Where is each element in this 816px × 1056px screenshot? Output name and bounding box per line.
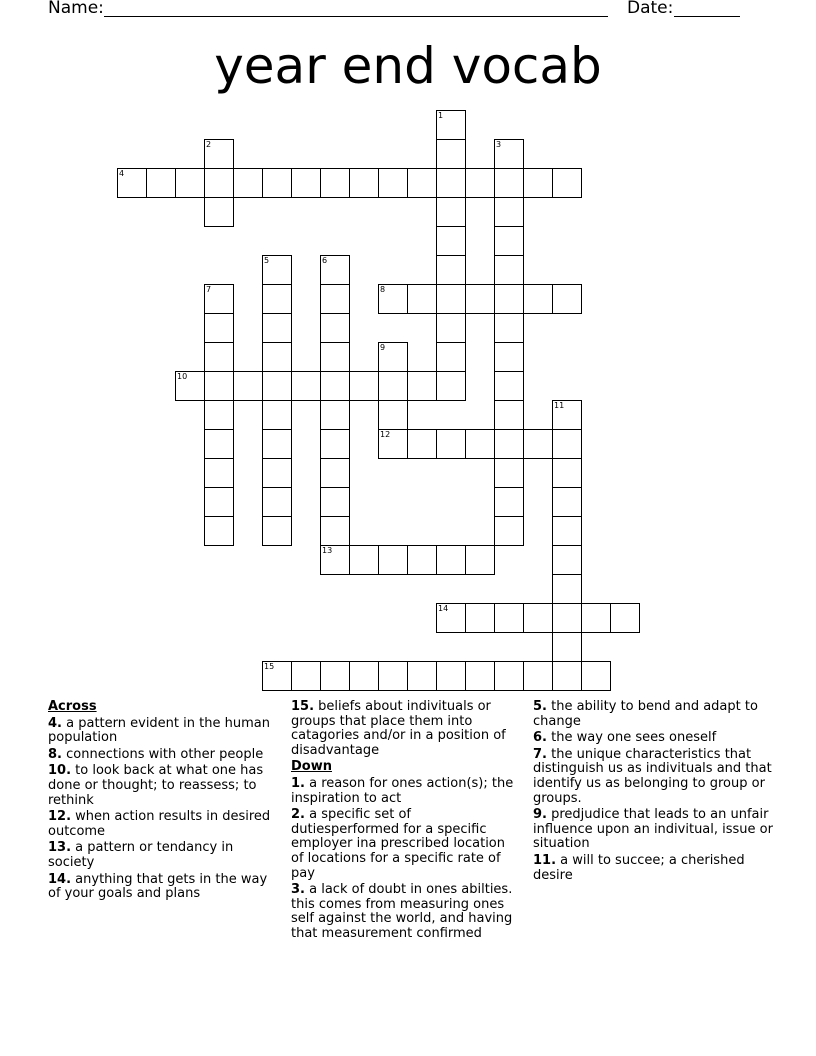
crossword-cell[interactable] — [523, 661, 553, 691]
crossword-cell[interactable] — [436, 371, 466, 401]
crossword-cell[interactable] — [436, 168, 466, 198]
clue-number-label: 6 — [322, 256, 328, 265]
crossword-cell[interactable] — [494, 313, 524, 343]
crossword-cell[interactable] — [494, 226, 524, 256]
crossword-cell[interactable] — [494, 487, 524, 517]
crossword-cell[interactable] — [436, 197, 466, 227]
crossword-cell[interactable] — [494, 342, 524, 372]
crossword-cell[interactable] — [465, 545, 495, 575]
crossword-cell[interactable] — [465, 661, 495, 691]
crossword-cell[interactable] — [465, 168, 495, 198]
crossword-cell[interactable] — [523, 168, 553, 198]
crossword-cell[interactable] — [378, 661, 408, 691]
crossword-cell[interactable] — [494, 603, 524, 633]
crossword-cell[interactable] — [320, 429, 350, 459]
clue-across-12: 12. when action results in desired outcome — [48, 809, 271, 839]
crossword-cell[interactable] — [494, 400, 524, 430]
crossword-cell[interactable] — [262, 400, 292, 430]
crossword-cell[interactable] — [262, 429, 292, 459]
crossword-cell[interactable] — [407, 371, 437, 401]
clue-number-label: 4 — [119, 169, 125, 178]
clue-number-label: 3 — [496, 140, 502, 149]
crossword-cell[interactable] — [523, 429, 553, 459]
clues-column-3 — [533, 700, 773, 885]
crossword-cell[interactable] — [291, 371, 321, 401]
crossword-cell[interactable] — [494, 371, 524, 401]
clue-across-14: 14. anything that gets in the way of your goals and plans — [48, 871, 268, 902]
crossword-cell[interactable] — [320, 284, 350, 314]
crossword-cell[interactable] — [204, 342, 234, 372]
crossword-cell[interactable] — [204, 429, 234, 459]
clue-across-4: 4. a pattern evident in the human population — [48, 715, 270, 746]
crossword-cell[interactable] — [320, 458, 350, 488]
crossword-cell[interactable] — [262, 255, 292, 285]
crossword-cell[interactable] — [378, 284, 408, 314]
crossword-cell[interactable] — [494, 139, 524, 169]
clue-down-11: 11. a will to succee; a cherished desire — [533, 852, 745, 883]
clue-across-10: 10. to look back at what one has done or thought; to reassess; to rethink — [48, 763, 264, 808]
down-heading: Down — [291, 759, 332, 775]
crossword-cell[interactable] — [204, 400, 234, 430]
crossword-cell[interactable] — [233, 371, 263, 401]
crossword-cell[interactable] — [494, 197, 524, 227]
crossword-cell[interactable] — [436, 429, 466, 459]
clues-column-2 — [291, 700, 519, 944]
clues-column-1 — [48, 700, 276, 904]
date-label: Date: — [627, 0, 674, 18]
clue-number-label: 9 — [380, 343, 386, 352]
crossword-cell[interactable] — [494, 168, 524, 198]
page-title: year end vocab — [214, 37, 602, 95]
crossword-cell[interactable] — [436, 661, 466, 691]
clue-number-label: 11 — [554, 401, 565, 410]
clue-number-label: 14 — [438, 604, 449, 613]
clue-down-7: 7. the unique characteristics that distinguish us as indivituals and that identify us as belonging to group or groups. — [533, 746, 772, 806]
crossword-cell[interactable] — [552, 458, 582, 488]
crossword-cell[interactable] — [320, 342, 350, 372]
crossword-cell[interactable] — [204, 168, 234, 198]
crossword-cell[interactable] — [204, 313, 234, 343]
crossword-cell[interactable] — [204, 284, 234, 314]
clue-across-8: 8. connections with other people — [48, 746, 264, 762]
crossword-cell[interactable] — [378, 400, 408, 430]
crossword-cell[interactable] — [581, 603, 611, 633]
crossword-cell[interactable] — [349, 371, 379, 401]
crossword-cell[interactable] — [378, 371, 408, 401]
crossword-cell[interactable] — [349, 545, 379, 575]
crossword-cell[interactable] — [552, 400, 582, 430]
crossword-cell[interactable] — [320, 371, 350, 401]
crossword-cell[interactable] — [204, 139, 234, 169]
crossword-cell[interactable] — [262, 661, 292, 691]
crossword-cell[interactable] — [552, 545, 582, 575]
name-label: Name: — [48, 0, 104, 18]
crossword-cell[interactable] — [494, 284, 524, 314]
crossword-cell[interactable] — [494, 429, 524, 459]
crossword-cell[interactable] — [407, 429, 437, 459]
crossword-cell[interactable] — [262, 313, 292, 343]
crossword-cell[interactable] — [320, 661, 350, 691]
crossword-cell[interactable] — [523, 284, 553, 314]
crossword-cell[interactable] — [552, 574, 582, 604]
crossword-cell[interactable] — [175, 371, 205, 401]
crossword-cell[interactable] — [378, 168, 408, 198]
crossword-cell[interactable] — [436, 313, 466, 343]
crossword-cell[interactable] — [204, 516, 234, 546]
crossword-cell[interactable] — [552, 603, 582, 633]
crossword-cell[interactable] — [436, 226, 466, 256]
crossword-cell[interactable] — [552, 284, 582, 314]
crossword-cell[interactable] — [436, 342, 466, 372]
crossword-cell[interactable] — [465, 284, 495, 314]
crossword-cell[interactable] — [465, 429, 495, 459]
clue-number-label: 13 — [322, 546, 333, 555]
clue-number-label: 7 — [206, 285, 212, 294]
crossword-cell[interactable] — [204, 371, 234, 401]
crossword-cell[interactable] — [436, 284, 466, 314]
clue-down-2: 2. a specific set of dutiesperformed for a specific employer ina prescribed location of locations for a specific rate of pay — [291, 807, 505, 881]
crossword-cell[interactable] — [233, 168, 263, 198]
clue-down-6: 6. the way one sees oneself — [533, 730, 717, 746]
crossword-cell[interactable] — [378, 545, 408, 575]
crossword-cell[interactable] — [407, 661, 437, 691]
crossword-cell[interactable] — [291, 661, 321, 691]
across-heading: Across — [48, 699, 97, 714]
crossword-cell[interactable] — [378, 429, 408, 459]
crossword-cell[interactable] — [494, 458, 524, 488]
crossword-cell[interactable] — [320, 168, 350, 198]
crossword-cell[interactable] — [262, 284, 292, 314]
crossword-cell[interactable] — [552, 632, 582, 662]
crossword-cell[interactable] — [523, 603, 553, 633]
crossword-cell[interactable] — [436, 110, 466, 140]
clue-down-1: 1. a reason for ones action(s); the inspiration to act — [291, 775, 514, 806]
clue-across-13: 13. a pattern or tendancy in society — [48, 840, 234, 870]
crossword-cell[interactable] — [407, 545, 437, 575]
crossword-cell[interactable] — [552, 661, 582, 691]
crossword-cell[interactable] — [320, 255, 350, 285]
crossword-cell[interactable] — [146, 168, 176, 198]
crossword-cell[interactable] — [262, 168, 292, 198]
crossword-cell[interactable] — [320, 487, 350, 517]
crossword-cell[interactable] — [349, 661, 379, 691]
clue-number-label: 15 — [264, 662, 275, 671]
crossword-cell[interactable] — [262, 516, 292, 546]
crossword-cell[interactable] — [320, 400, 350, 430]
clue-number-label: 5 — [264, 256, 270, 265]
crossword-cell[interactable] — [465, 603, 495, 633]
clue-number-label: 10 — [177, 372, 188, 381]
crossword-cell[interactable] — [552, 487, 582, 517]
crossword-cell[interactable] — [436, 545, 466, 575]
clue-down-3: 3. a lack of doubt in ones abilties. this comes from measuring ones self against the world, and having that measurement confirmed — [291, 882, 513, 941]
clue-down-9: 9. predjudice that leads to an unfair influence upon an indivitual, issue or situation — [533, 807, 773, 852]
clue-number-label: 12 — [380, 430, 391, 439]
crossword-cell[interactable] — [581, 661, 611, 691]
crossword-cell[interactable] — [407, 168, 437, 198]
crossword-cell[interactable] — [407, 284, 437, 314]
crossword-cell[interactable] — [262, 342, 292, 372]
crossword-cell[interactable] — [610, 603, 640, 633]
crossword-cell[interactable] — [552, 516, 582, 546]
crossword-cell[interactable] — [291, 168, 321, 198]
clue-number-label: 2 — [206, 140, 212, 149]
crossword-cell[interactable] — [552, 168, 582, 198]
clue-number-label: 8 — [380, 285, 386, 294]
crossword-cell[interactable] — [349, 168, 379, 198]
crossword-cell[interactable] — [436, 255, 466, 285]
clue-across-15: 15. beliefs about indivituals or groups that place them into catagories and/or in a position of disadvantage — [291, 699, 506, 758]
crossword-cell[interactable] — [552, 429, 582, 459]
crossword-cell[interactable] — [494, 516, 524, 546]
crossword-cell[interactable] — [320, 313, 350, 343]
clue-number-label: 1 — [438, 111, 444, 120]
crossword-cell[interactable] — [262, 458, 292, 488]
crossword-cell[interactable] — [494, 255, 524, 285]
crossword-cell[interactable] — [378, 342, 408, 372]
crossword-cell[interactable] — [436, 139, 466, 169]
clue-down-5: 5. the ability to bend and adapt to change — [533, 699, 758, 729]
crossword-cell[interactable] — [204, 197, 234, 227]
crossword-cell[interactable] — [262, 487, 292, 517]
crossword-cell[interactable] — [204, 458, 234, 488]
crossword-cell[interactable] — [262, 371, 292, 401]
crossword-cell[interactable] — [320, 545, 350, 575]
crossword-cell[interactable] — [117, 168, 147, 198]
crossword-cell[interactable] — [494, 661, 524, 691]
crossword-cell[interactable] — [175, 168, 205, 198]
crossword-cell[interactable] — [436, 603, 466, 633]
crossword-cell[interactable] — [204, 487, 234, 517]
crossword-cell[interactable] — [320, 516, 350, 546]
